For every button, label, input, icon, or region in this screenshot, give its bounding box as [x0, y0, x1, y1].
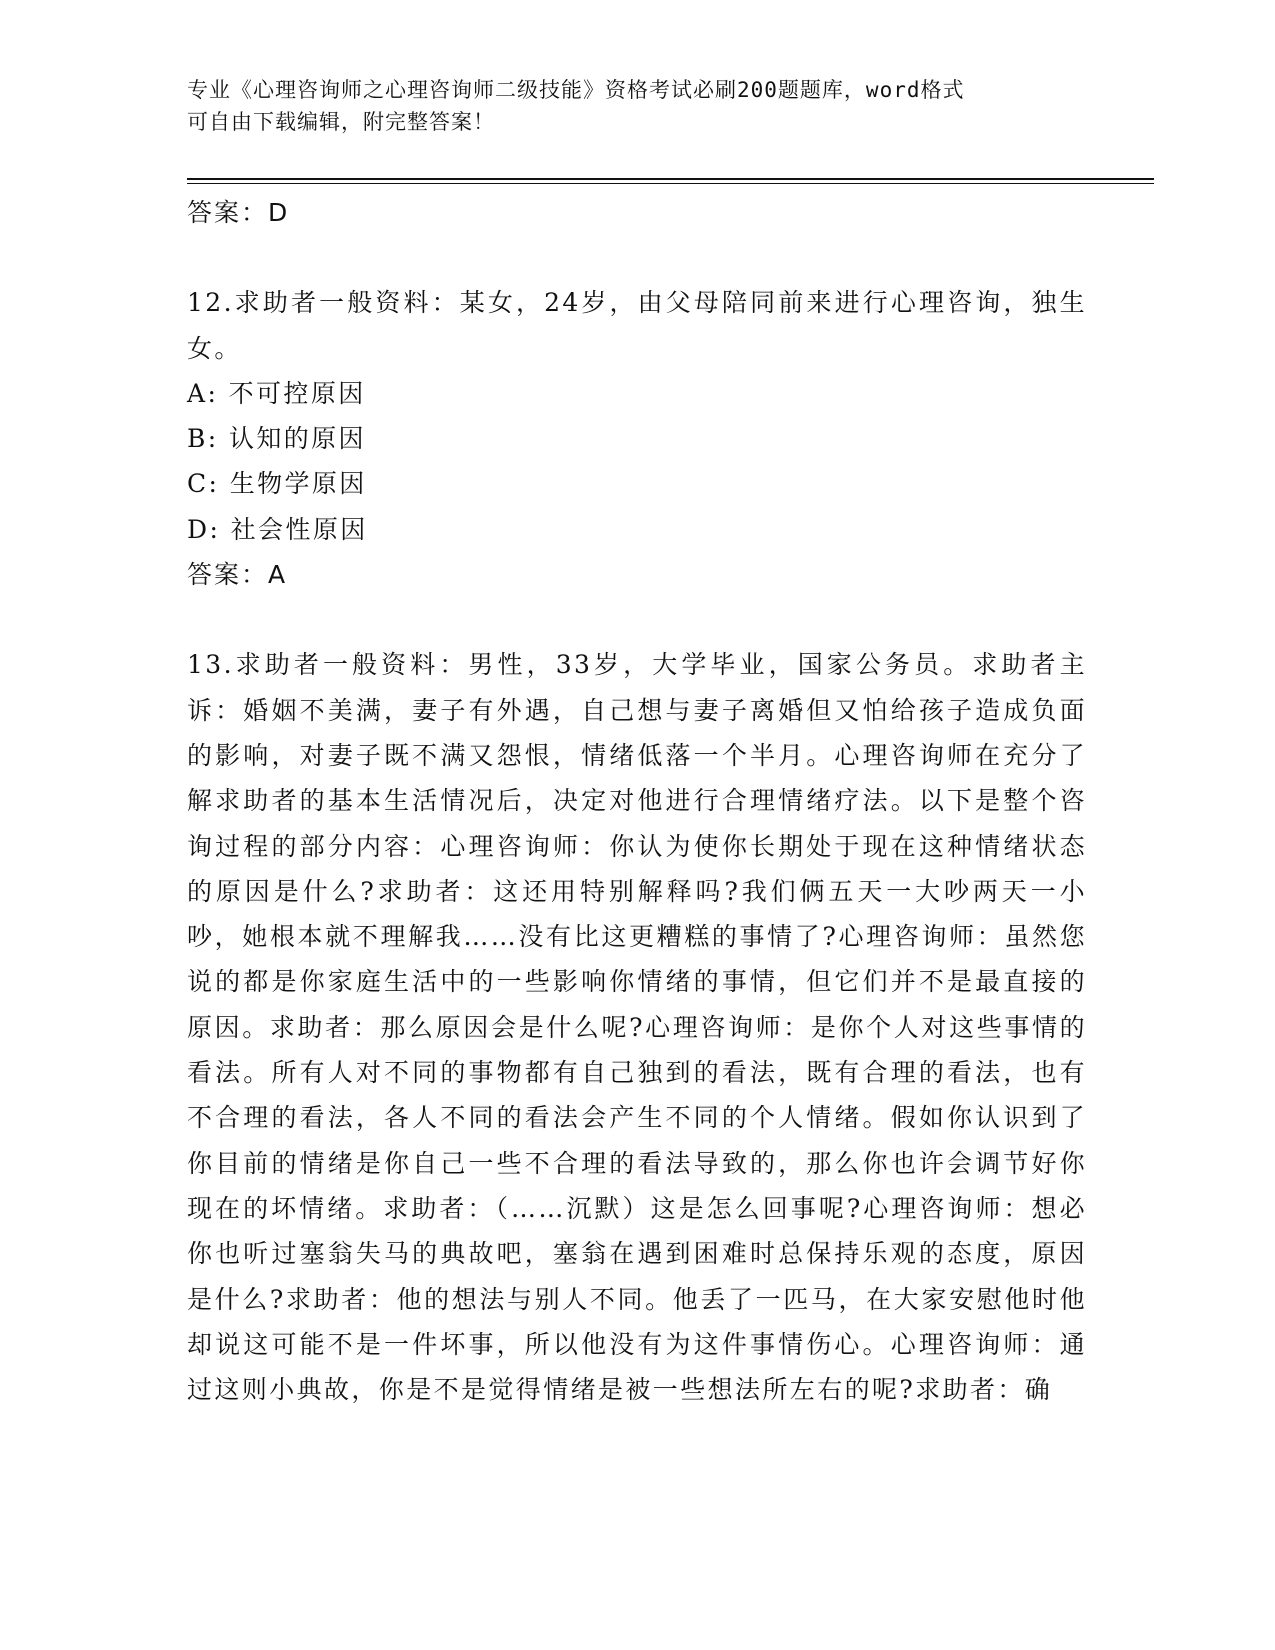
question-13-stem: 13.求助者一般资料：男性，33岁，大学毕业，国家公务员。求助者主诉：婚姻不美满，妻子有外遇，自己想与妻子离婚但又怕给孩子造成负面的影响，对妻子既不满又怨恨，情绪低落一个半月。心理咨询师在充分了解求助者的基本生活情况后，决定对他进行合理情绪疗法。以下是整个咨询过程的部分内容：心理咨询师：你认为使你长期处于现在这种情绪状态的原因是什么?求助者：这还用特别解释吗?我们俩五天一大吵两天一小吵，她根本就不理解我……没有比这更糟糕的事情了?心理咨询师：虽然您说的都是你家庭生活中的一些影响你情绪的事情，但它们并不是最直接的原因。求助者：那么原因会是什么呢?心理咨询师：是你个人对这些事情的看法。所有人对不同的事物都有自己独到的看法，既有合理的看法，也有不合理的看法，各人不同的看法会产生不同的个人情绪。假如你认识到了你目前的情绪是你自己一些不合理的看法导致的，那么你也许会调节好你现在的坏情绪。求助者：（……沉默）这是怎么回事呢?心理咨询师：想必你也听过塞翁失马的典故吧，塞翁在遇到困难时总保持乐观的态度，原因是什么?求助者：他的想法与别人不同。他丢了一匹马，在大家安慰他时他却说这可能不是一件坏事，所以他没有为这件事情伤心。心理咨询师：通过这则小典故，你是不是觉得情绪是被一些想法所左右的呢?求助者：确	[187, 650, 1087, 1405]
header-divider-thin	[187, 183, 1154, 184]
spacer	[187, 597, 1087, 642]
question-12-answer: 答案：A	[187, 560, 288, 590]
header-title-line-2: 可自由下载编辑，附完整答案！	[187, 110, 495, 134]
document-header	[187, 74, 1067, 138]
question-12-option-b: B: 认知的原因	[187, 424, 366, 454]
header-divider-thick	[187, 178, 1154, 180]
header-title-line-1: 专业《心理咨询师之心理咨询师二级技能》资格考试必刷200题题库，word格式	[187, 78, 965, 102]
previous-question-answer: 答案：D	[187, 198, 290, 227]
question-12-option-d: D: 社会性原因	[187, 514, 368, 544]
spacer	[187, 235, 1087, 280]
document-body	[187, 190, 1087, 1412]
question-12-option-c: C: 生物学原因	[187, 469, 367, 499]
question-12-option-a: A: 不可控原因	[187, 378, 366, 408]
question-12-stem: 12.求助者一般资料：某女，24岁，由父母陪同前来进行心理咨询，独生女。	[187, 288, 1087, 363]
